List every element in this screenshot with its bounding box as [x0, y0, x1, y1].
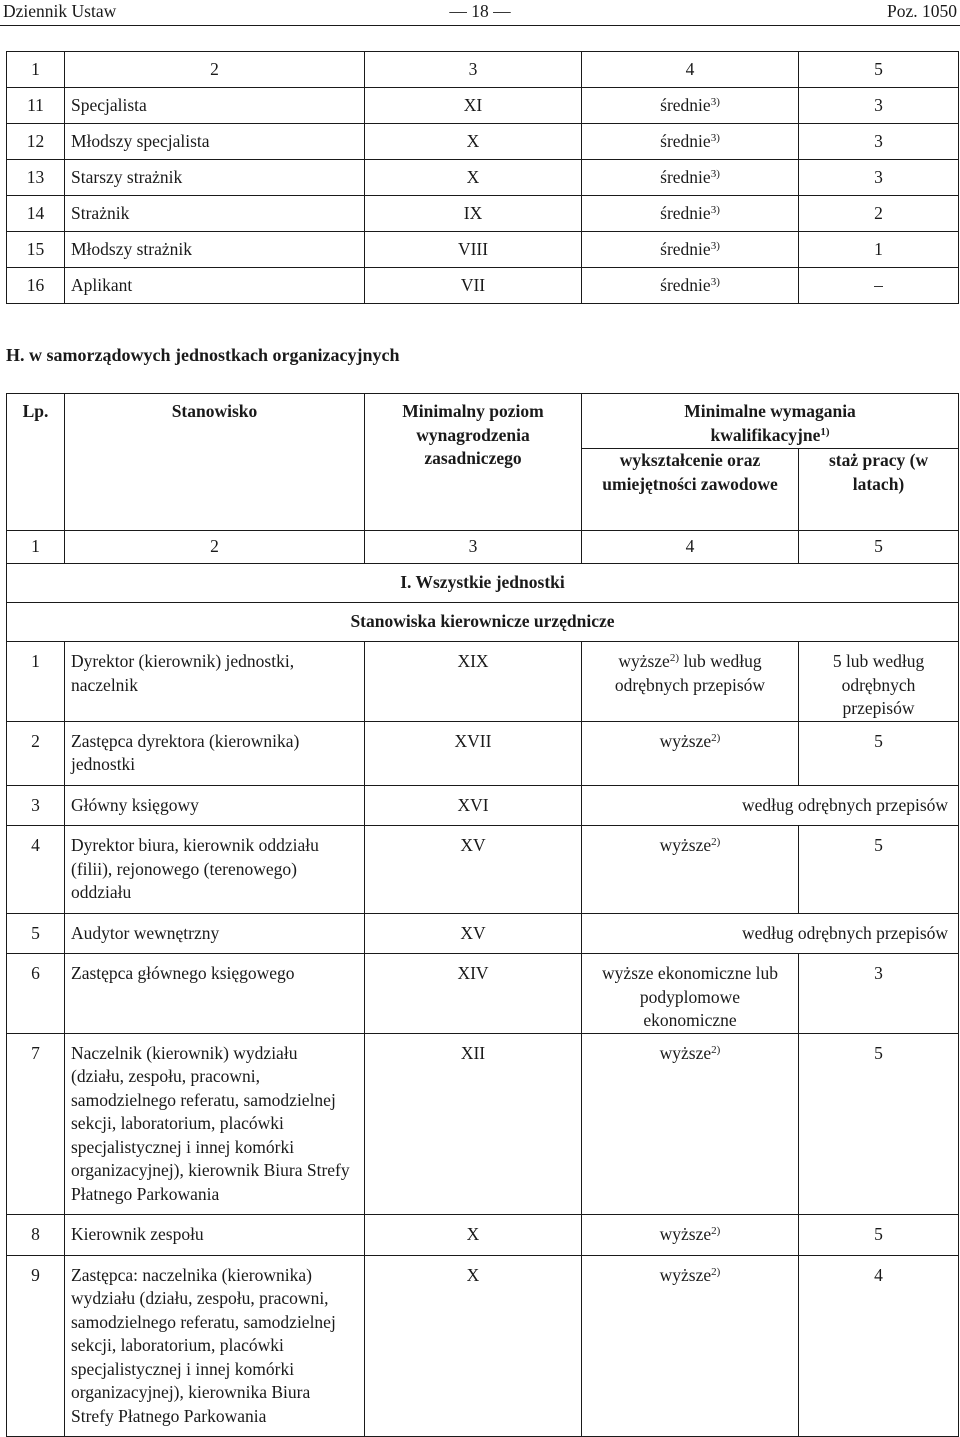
footnote-ref: 3): [710, 131, 720, 144]
education-text: wyższe: [659, 730, 712, 751]
table-row: [7, 1033, 959, 1215]
row-experience: –: [799, 268, 959, 304]
row-lp: 1: [7, 642, 65, 722]
footnote-ref: 2): [711, 1225, 721, 1237]
table-row: [7, 642, 959, 722]
row-position: Strażnik: [65, 196, 365, 232]
row-lp: 5: [7, 913, 65, 954]
header-requirements-text: Minimalne wymagania kwalifikacyjne: [684, 401, 856, 445]
row-education: [582, 1215, 799, 1256]
education-text-cont: lub według odrębnych przepisów: [614, 651, 766, 695]
row-position: Młodszy specjalista: [65, 124, 365, 160]
group-title-row: [7, 564, 959, 603]
row-experience: 1: [799, 232, 959, 268]
table-row: [7, 124, 959, 160]
row-requirements-merged: według odrębnych przepisów: [582, 913, 959, 954]
row-experience: 5: [799, 1033, 959, 1215]
column-number-row: [7, 52, 959, 88]
row-lp: 12: [7, 124, 65, 160]
table-row: [7, 1215, 959, 1256]
footnote-ref: 3): [710, 95, 720, 108]
row-experience: 3: [799, 160, 959, 196]
row-position: Starszy strażnik: [65, 160, 365, 196]
col-number: 3: [365, 52, 582, 88]
row-education: [582, 160, 799, 196]
row-lp: 3: [7, 785, 65, 826]
row-education: [582, 268, 799, 304]
row-education: [582, 124, 799, 160]
row-grade: XVII: [365, 721, 582, 785]
footnote-ref: 3): [710, 167, 720, 180]
row-position: Zastępca głównego księgowego: [65, 954, 365, 1034]
row-grade: X: [365, 160, 582, 196]
education-text: średnie: [660, 202, 711, 223]
row-experience: 5: [799, 1215, 959, 1256]
position-number: Poz. 1050: [887, 1, 957, 21]
footnote-ref: 2): [711, 1043, 721, 1056]
col-number: 2: [65, 52, 365, 88]
row-experience: 5 lub według odrębnych przepisów: [799, 642, 959, 722]
positions-table: [6, 393, 959, 1437]
row-grade: X: [365, 1255, 582, 1437]
table-row: [7, 954, 959, 1034]
row-position: Aplikant: [65, 268, 365, 304]
col-number: 3: [365, 531, 582, 564]
row-position: Specjalista: [65, 88, 365, 124]
education-text: średnie: [660, 274, 711, 295]
subgroup-title-row: [7, 603, 959, 642]
col-number: 2: [65, 531, 365, 564]
table-row: [7, 268, 959, 304]
row-position: Dyrektor biura, kierownik oddziału (filii), rejonowego (terenowego) oddziału: [65, 826, 365, 914]
table-row: [7, 913, 959, 954]
col-number: 5: [799, 531, 959, 564]
row-position: Zastępca dyrektora (kierownika) jednostki: [65, 721, 365, 785]
row-requirements-merged: według odrębnych przepisów: [582, 785, 959, 826]
row-position: Główny księgowy: [65, 785, 365, 826]
header-experience: staż pracy (w latach): [799, 449, 959, 531]
education-text: średnie: [660, 94, 711, 115]
page-header: [0, 0, 960, 26]
footnote-ref: 2): [669, 652, 680, 664]
row-position: Młodszy strażnik: [65, 232, 365, 268]
col-number: 1: [7, 52, 65, 88]
row-grade: X: [365, 1215, 582, 1256]
row-position: Dyrektor (kierownik) jednostki, naczelnik: [65, 642, 365, 722]
row-experience: 5: [799, 826, 959, 914]
header-requirements: [582, 394, 959, 449]
row-education: [582, 88, 799, 124]
footnote-ref: 3): [710, 239, 720, 252]
table-row: [7, 785, 959, 826]
table-row: [7, 196, 959, 232]
row-lp: 4: [7, 826, 65, 914]
education-text: średnie: [660, 130, 711, 151]
row-grade: VII: [365, 268, 582, 304]
row-lp: 9: [7, 1255, 65, 1437]
education-text: wyższe ekonomiczne lub podyplomowe ekonomiczne: [602, 963, 778, 1030]
row-experience: 2: [799, 196, 959, 232]
table-row: [7, 721, 959, 785]
education-text: wyższe: [659, 1264, 712, 1285]
row-lp: 8: [7, 1215, 65, 1256]
subgroup-title: Stanowiska kierownicze urzędnicze: [7, 603, 959, 642]
row-education: [582, 1033, 799, 1215]
footnote-ref: 2): [711, 1265, 721, 1278]
col-number: 1: [7, 531, 65, 564]
education-text: średnie: [660, 166, 711, 187]
row-grade: XVI: [365, 785, 582, 826]
row-education: [582, 1255, 799, 1437]
row-lp: 7: [7, 1033, 65, 1215]
header-lp: Lp.: [7, 394, 65, 531]
header-education: wykształcenie oraz umiejętności zawodowe: [582, 449, 799, 531]
row-grade: X: [365, 124, 582, 160]
row-experience: 3: [799, 954, 959, 1034]
row-lp: 2: [7, 721, 65, 785]
education-text: wyższe: [659, 1224, 712, 1244]
row-experience: 3: [799, 124, 959, 160]
row-experience: 5: [799, 721, 959, 785]
row-grade: XI: [365, 88, 582, 124]
row-education: [582, 826, 799, 914]
row-grade: XV: [365, 826, 582, 914]
table-row: [7, 1255, 959, 1437]
continuation-table: [6, 51, 959, 304]
row-lp: 11: [7, 88, 65, 124]
education-text: wyższe: [659, 1042, 712, 1063]
row-position: Zastępca: naczelnika (kierownika) wydziału (działu, zespołu, pracowni, samodzielnego referatu, samodzielnej sekcji, laboratorium, placówki specjalistycznej i innej komórki organizacyjnej), kierownika Biura Strefy Płatnego Parkowania: [65, 1255, 365, 1437]
row-position: Audytor wewnętrzny: [65, 913, 365, 954]
header-position: Stanowisko: [65, 394, 365, 531]
education-text: wyższe: [618, 651, 670, 671]
col-number: 5: [799, 52, 959, 88]
footnote-ref: 2): [711, 731, 721, 744]
col-number: 4: [582, 52, 799, 88]
row-grade: VIII: [365, 232, 582, 268]
row-grade: XIX: [365, 642, 582, 722]
row-lp: 14: [7, 196, 65, 232]
education-text: wyższe: [659, 835, 712, 855]
page-number: — 18 —: [449, 1, 511, 21]
footnote-ref: 2): [711, 836, 721, 848]
row-lp: 6: [7, 954, 65, 1034]
row-grade: XIV: [365, 954, 582, 1034]
table-row: [7, 160, 959, 196]
table-header-row: [7, 394, 959, 449]
journal-title: Dziennik Ustaw: [3, 1, 117, 21]
education-text: średnie: [660, 238, 711, 259]
footnote-ref: 3): [710, 203, 720, 216]
row-position: Naczelnik (kierownik) wydziału (działu, zespołu, pracowni, samodzielnego referatu, samodzielnej sekcji, laboratorium, placówki specjalistycznej i innej komórki organizacyjnej), kierownik Biura Strefy Płatnego Parkowania: [65, 1033, 365, 1215]
header-rule: [0, 25, 960, 26]
group-title: I. Wszystkie jednostki: [7, 564, 959, 603]
row-grade: XII: [365, 1033, 582, 1215]
row-experience: 4: [799, 1255, 959, 1437]
footnote-ref: 3): [710, 275, 720, 288]
table-row: [7, 826, 959, 914]
row-lp: 13: [7, 160, 65, 196]
row-education: [582, 721, 799, 785]
footnote-ref: 1): [820, 425, 830, 438]
row-grade: XV: [365, 913, 582, 954]
row-experience: 3: [799, 88, 959, 124]
col-number: 4: [582, 531, 799, 564]
header-min-pay: Minimalny poziom wynagrodzenia zasadniczego: [365, 394, 582, 531]
row-lp: 16: [7, 268, 65, 304]
row-education: [582, 232, 799, 268]
row-grade: IX: [365, 196, 582, 232]
row-position: Kierownik zespołu: [65, 1215, 365, 1256]
row-education: [582, 954, 799, 1034]
row-education: [582, 642, 799, 722]
row-lp: 15: [7, 232, 65, 268]
section-heading: H. w samorządowych jednostkach organizacyjnych: [6, 345, 400, 365]
row-education: [582, 196, 799, 232]
table-row: [7, 88, 959, 124]
column-number-row: [7, 531, 959, 564]
table-row: [7, 232, 959, 268]
